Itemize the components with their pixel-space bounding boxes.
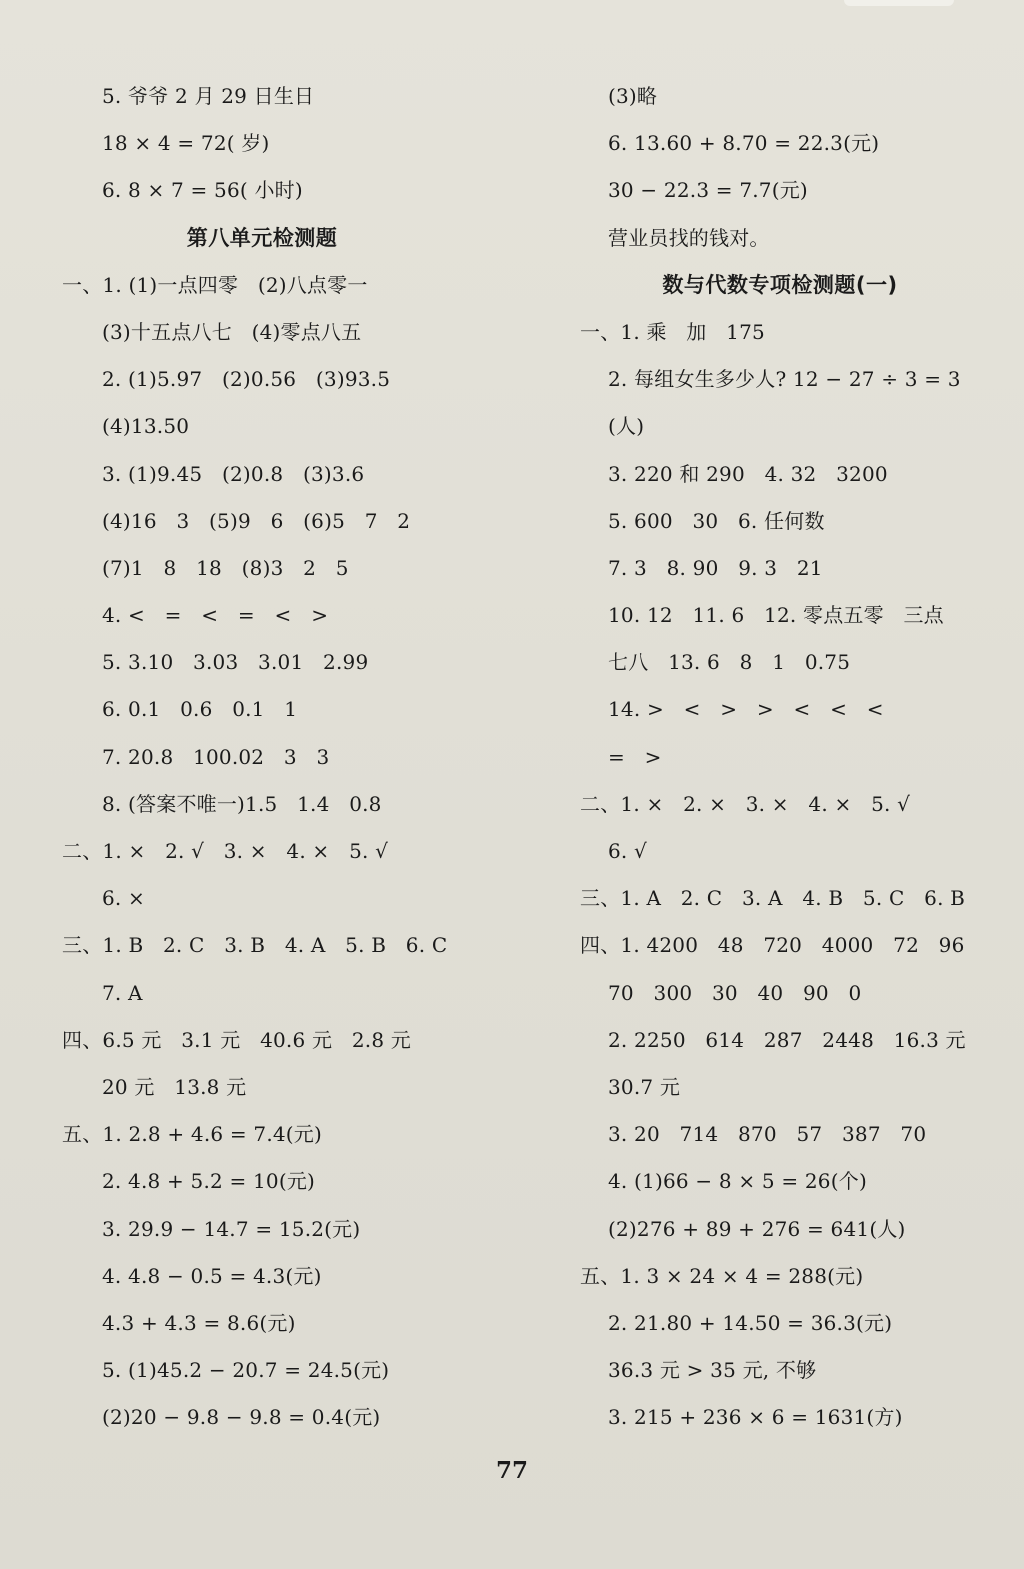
section-heading: 数与代数专项检测题(一) xyxy=(662,272,898,297)
section-heading: 第八单元检测题 xyxy=(186,225,338,250)
answer-line: 3. 220 和 290 4. 32 3200 xyxy=(608,461,888,486)
answer-line: 二、1. × 2. × 3. × 4. × 5. √ xyxy=(580,791,911,816)
answer-line: 五、1. 2.8 + 4.6 = 7.4(元) xyxy=(62,1122,323,1147)
answer-line: (3)略 xyxy=(608,84,658,108)
answer-line: 14. > < > > < < < xyxy=(608,697,884,722)
answer-line: 一、1. 乘 加 175 xyxy=(580,319,765,344)
answer-line: 五、1. 3 × 24 × 4 = 288(元) xyxy=(580,1263,864,1288)
answer-line: 3. 29.9 − 14.7 = 15.2(元) xyxy=(102,1216,361,1241)
answer-line: 2. (1)5.97 (2)0.56 (3)93.5 xyxy=(102,367,391,392)
answer-line: (2)20 − 9.8 − 9.8 = 0.4(元) xyxy=(102,1405,381,1430)
answer-line: 5. (1)45.2 − 20.7 = 24.5(元) xyxy=(102,1358,390,1383)
answer-line: (7)1 8 18 (8)3 2 5 xyxy=(102,555,349,580)
answer-line: 5. 3.10 3.03 3.01 2.99 xyxy=(102,650,369,675)
answer-line: (4)13.50 xyxy=(102,414,190,439)
answer-line: 70 300 30 40 90 0 xyxy=(608,980,862,1005)
answer-line: 6. 0.1 0.6 0.1 1 xyxy=(102,697,298,722)
answer-line: 3. 215 + 236 × 6 = 1631(方) xyxy=(608,1405,903,1430)
answer-line: 7. 3 8. 90 9. 3 21 xyxy=(608,555,823,580)
answer-line: 6. 8 × 7 = 56( 小时) xyxy=(102,178,303,203)
answer-line: 四、6.5 元 3.1 元 40.6 元 2.8 元 xyxy=(62,1027,411,1052)
answer-line: 8. (答案不唯一)1.5 1.4 0.8 xyxy=(102,791,382,816)
answer-line: 2. 每组女生多少人? 12 − 27 ÷ 3 = 3 xyxy=(608,367,961,392)
answer-line: 2. 21.80 + 14.50 = 36.3(元) xyxy=(608,1310,893,1335)
answer-line: 20 元 13.8 元 xyxy=(102,1074,247,1099)
answer-line: 30.7 元 xyxy=(608,1074,681,1099)
answer-line: 18 × 4 = 72( 岁) xyxy=(102,131,270,156)
answer-line: 三、1. B 2. C 3. B 4. A 5. B 6. C xyxy=(62,933,448,958)
answer-line: 四、1. 4200 48 720 4000 72 96 xyxy=(580,933,965,958)
answer-line: 36.3 元 > 35 元, 不够 xyxy=(608,1358,817,1383)
answer-line: 5. 爷爷 2 月 29 日生日 xyxy=(102,84,315,108)
answer-line: 5. 600 30 6. 任何数 xyxy=(608,508,825,533)
answer-line: 营业员找的钱对。 xyxy=(608,225,770,250)
answer-line: 七八 13. 6 8 1 0.75 xyxy=(608,650,851,675)
answer-line: 6. √ xyxy=(608,839,647,863)
answer-line: 30 − 22.3 = 7.7(元) xyxy=(608,178,808,203)
page-number: 77 xyxy=(495,1457,528,1484)
answer-line: 10. 12 11. 6 12. 零点五零 三点 xyxy=(608,603,944,628)
answer-line: 4. (1)66 − 8 × 5 = 26(个) xyxy=(608,1169,867,1194)
answer-line: (4)16 3 (5)9 6 (6)5 7 2 xyxy=(102,508,411,533)
left-answer-column xyxy=(62,73,502,1441)
answer-line: 6. 13.60 + 8.70 = 22.3(元) xyxy=(608,131,880,156)
answer-line: 3. 20 714 870 57 387 70 xyxy=(608,1122,927,1147)
answer-line: = > xyxy=(608,744,662,769)
right-answer-column xyxy=(580,73,1000,1441)
answer-line: 4. 4.8 − 0.5 = 4.3(元) xyxy=(102,1263,322,1288)
answer-line: (人) xyxy=(608,414,645,439)
answer-line: 4.3 + 4.3 = 8.6(元) xyxy=(102,1310,296,1335)
answer-line: 7. 20.8 100.02 3 3 xyxy=(102,744,330,769)
answer-line: 一、1. (1)一点四零 (2)八点零一 xyxy=(62,272,368,297)
answer-line: 3. (1)9.45 (2)0.8 (3)3.6 xyxy=(102,461,365,486)
answer-line: 4. < = < = < > xyxy=(102,603,329,628)
answer-line: 2. 4.8 + 5.2 = 10(元) xyxy=(102,1169,316,1194)
answer-line: 三、1. A 2. C 3. A 4. B 5. C 6. B xyxy=(580,886,966,911)
answer-line: 7. A xyxy=(102,980,143,1005)
answer-line: (2)276 + 89 + 276 = 641(人) xyxy=(608,1216,906,1241)
answer-line: 6. × xyxy=(102,886,145,911)
answer-line: 2. 2250 614 287 2448 16.3 元 xyxy=(608,1027,966,1052)
page-corner-highlight xyxy=(844,0,954,6)
answer-line: 二、1. × 2. √ 3. × 4. × 5. √ xyxy=(62,839,389,863)
answer-line: (3)十五点八七 (4)零点八五 xyxy=(102,319,362,344)
